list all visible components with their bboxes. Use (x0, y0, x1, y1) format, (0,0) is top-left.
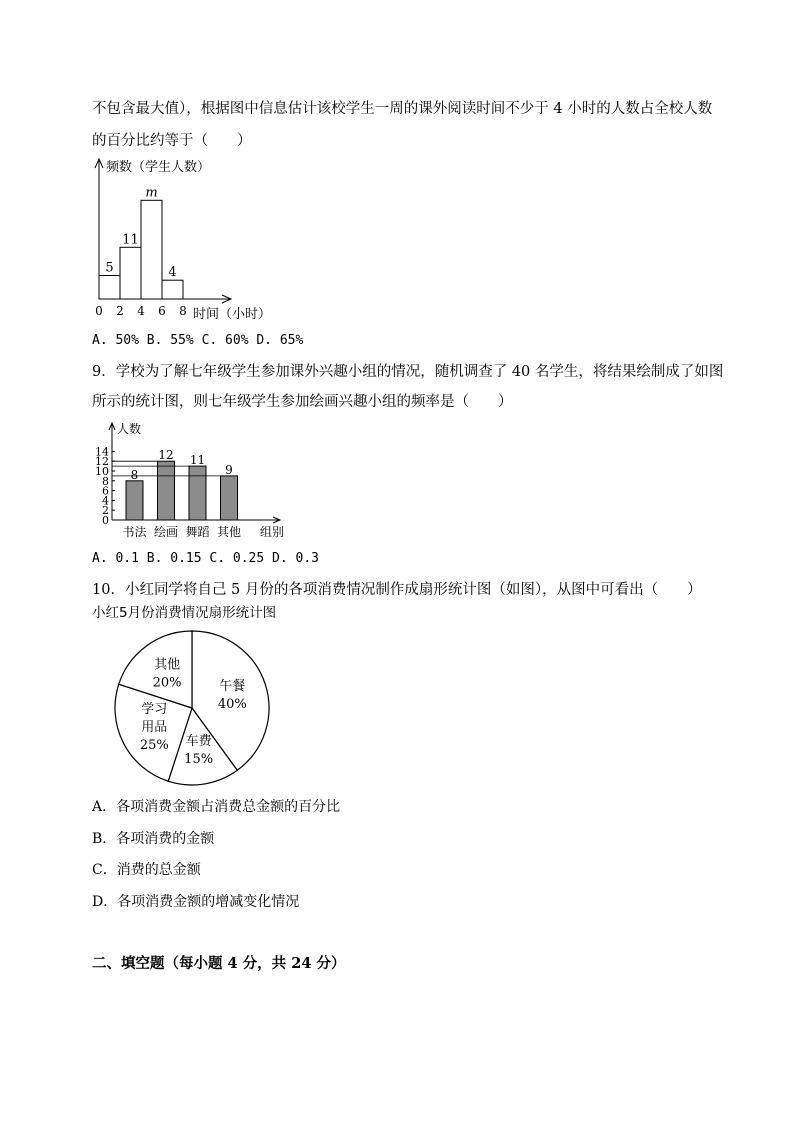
histogram-bar (99, 276, 120, 300)
category-label: 其他 (216, 525, 242, 539)
q10-option-a: A．各项消费金额占消费总金额的百分比 (92, 799, 341, 815)
pie-slice-label: 15% (184, 751, 214, 767)
q10-option-b: B．各项消费的金额 (92, 831, 215, 847)
q9-text-line2: 所示的统计图，则七年级学生参加绘画兴趣小组的频率是（ ） (92, 394, 513, 410)
q9-options: A. 0.1 B. 0.15 C. 0.25 D. 0.3 (92, 551, 319, 566)
x-axis-label: 组别 (260, 525, 285, 539)
q9-text-line1: 9．学校为了解七年级学生参加课外兴趣小组的情况，随机调查了 40 名学生，将结果绘制成了如图 (92, 364, 724, 380)
q10-option-d: D．各项消费金额的增减变化情况 (92, 894, 300, 910)
q8-text-line1: 不包含最大值），根据图中信息估计该校学生一周的课外阅读时间不少于 4 小时的人数占全校人数 (92, 101, 713, 117)
interest-group-bar-chart (90, 420, 300, 545)
pie-chart-title: 小红5月份消费情况扇形统计图 (92, 605, 277, 621)
q8-options: A. 50% B. 55% C. 60% D. 65% (92, 333, 304, 348)
y-tick-label: 6 (102, 484, 109, 498)
bar-data-label: 11 (189, 453, 206, 468)
consumption-pie-chart (90, 603, 290, 793)
y-axis-label: 人数 (117, 422, 142, 436)
x-tick-label: 2 (116, 304, 124, 318)
bar-data-label: 4 (168, 265, 177, 281)
category-label: 舞蹈 (185, 525, 210, 539)
pie-slice-label: 其他 (154, 657, 181, 673)
x-tick-label: 0 (95, 304, 103, 318)
y-tick-label: 14 (95, 445, 109, 459)
q8-text-line2: 的百分比约等于（ ） (92, 133, 252, 149)
bar (189, 466, 206, 520)
x-tick-label: 4 (137, 304, 145, 318)
bar-data-label: 5 (105, 260, 114, 276)
q10-option-c: C．消费的总金额 (92, 862, 201, 878)
y-tick-label: 8 (102, 474, 109, 488)
bar-data-label: 8 (130, 467, 139, 482)
pie-slice-label: 25% (139, 738, 169, 754)
bar-data-label: 9 (225, 462, 233, 477)
q10-text-line1: 10．小红同学将自己 5 月份的各项消费情况制作成扇形统计图（如图），从图中可看出（ ） (92, 582, 702, 598)
pie-slice-label: 午餐 (219, 678, 246, 694)
bar-data-label: 11 (122, 232, 139, 248)
y-tick-label: 0 (102, 514, 109, 527)
histogram-bar (141, 200, 162, 299)
bar (126, 481, 143, 520)
histogram-bar (162, 280, 183, 299)
bar-data-label: 12 (158, 448, 174, 463)
x-tick-label: 6 (158, 304, 166, 318)
y-tick-label: 12 (95, 455, 109, 469)
y-tick-label: 4 (102, 494, 109, 508)
pie-slice-label: 40% (217, 696, 247, 712)
pie-slice-label: 学习 (141, 702, 168, 718)
category-label: 书法 (122, 525, 147, 539)
y-axis-label: 频数（学生人数） (106, 160, 211, 175)
histogram-chart (90, 155, 290, 325)
category-label: 绘画 (153, 525, 179, 539)
bar (158, 461, 175, 520)
histogram-bar (120, 247, 141, 299)
pie-slice-label: 20% (152, 675, 182, 691)
bar (221, 476, 238, 520)
bar-data-label: m (145, 185, 158, 201)
x-tick-label: 8 (179, 304, 187, 318)
pie-slice-label: 车费 (185, 733, 212, 749)
section-2-heading: 二、填空题（每小题 4 分，共 24 分） (92, 955, 346, 972)
pie-slice-label: 用品 (141, 720, 168, 736)
x-axis-label: 时间（小时） (193, 307, 272, 322)
y-tick-label: 2 (102, 504, 109, 518)
y-tick-label: 10 (95, 465, 109, 478)
